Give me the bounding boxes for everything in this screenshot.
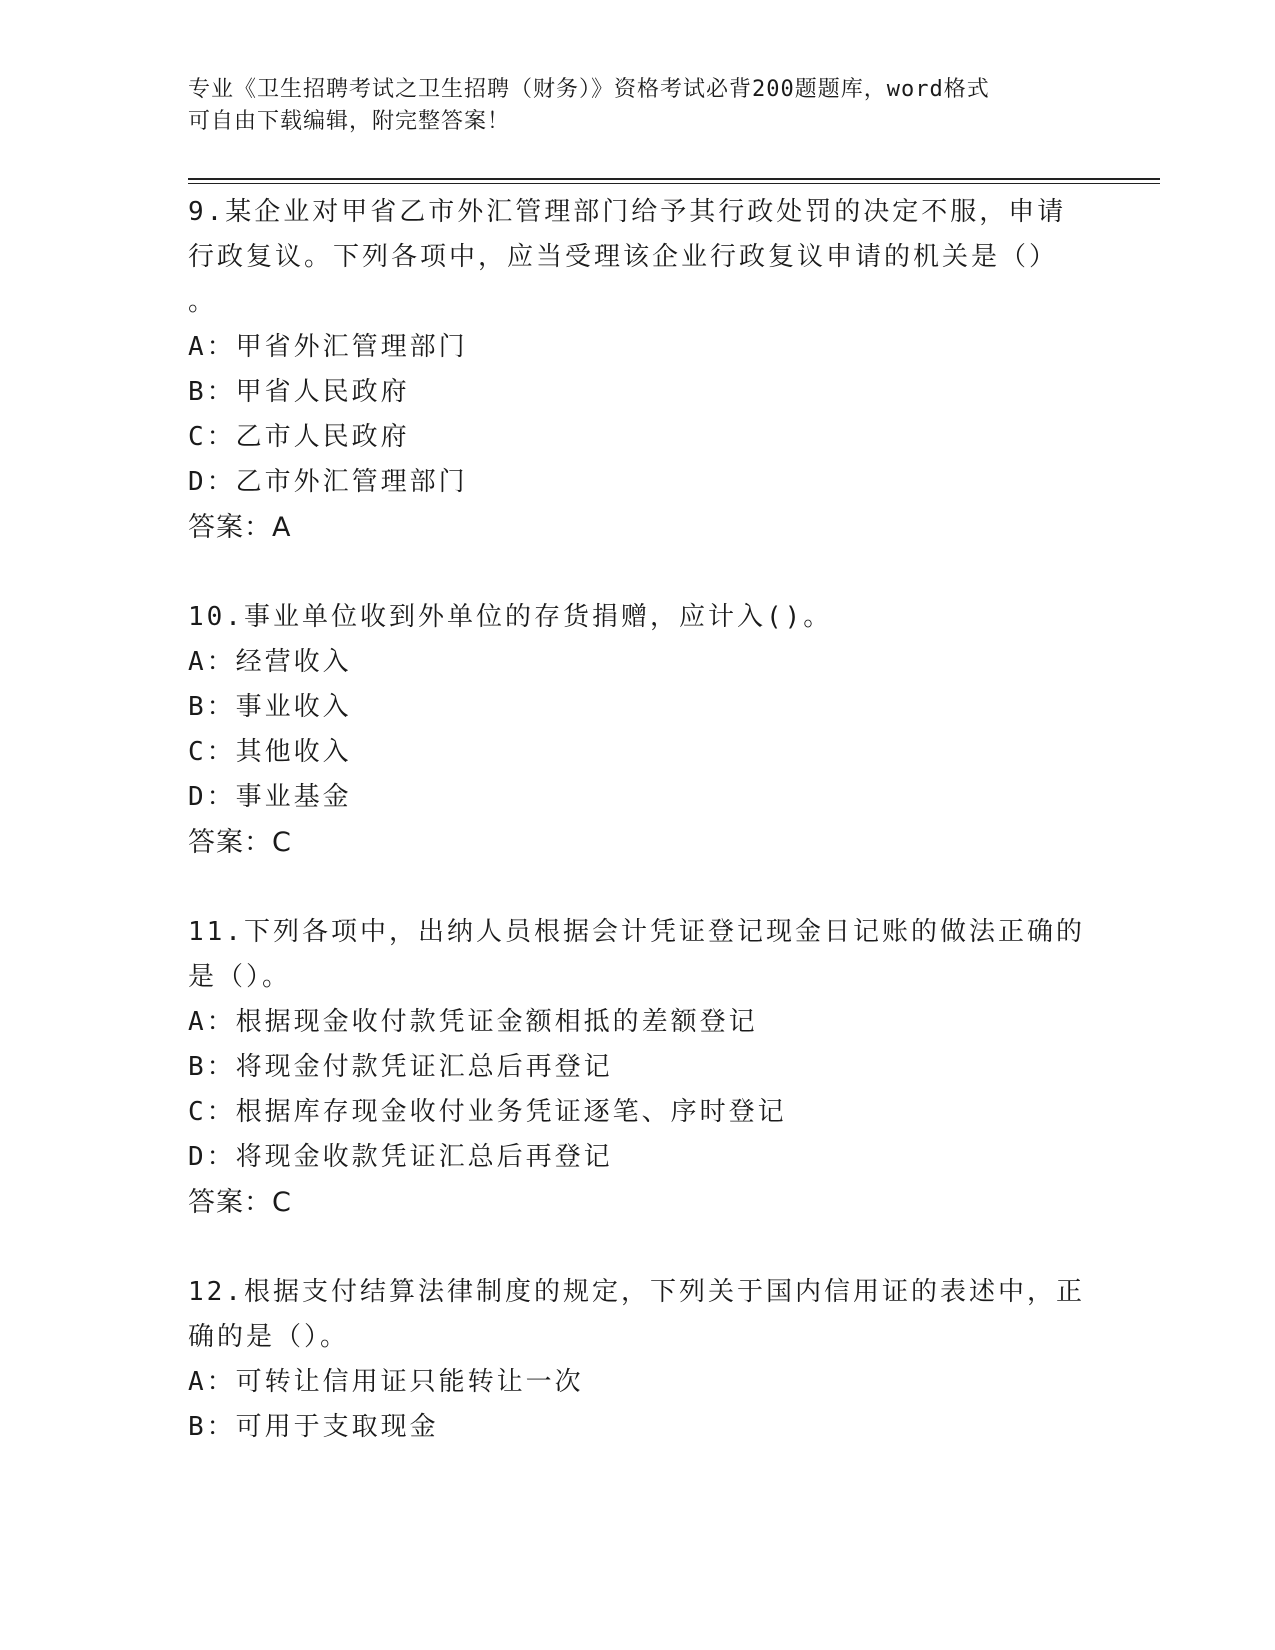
question-line: 确的是（）。 (188, 1322, 350, 1352)
option-a: A：甲省外汇管理部门 (188, 332, 468, 362)
option-b: B：事业收入 (188, 692, 352, 722)
question-line: 行政复议。下列各项中，应当受理该企业行政复议申请的机关是（） (188, 242, 1059, 272)
header-line-2: 可自由下载编辑，附完整答案！ (188, 109, 511, 134)
header-line-1: 专业《卫生招聘考试之卫生招聘（财务）》资格考试必背200题题库，word格式 (188, 77, 990, 102)
question-text (188, 190, 1148, 325)
question-text (188, 595, 1148, 640)
question-9 (188, 190, 1148, 551)
answer-label: 答案：A (188, 512, 292, 543)
question-line: 12.根据支付结算法律制度的规定，下列关于国内信用证的表述中，正 (188, 1277, 1085, 1307)
question-11 (188, 910, 1148, 1226)
question-12 (188, 1270, 1148, 1450)
option-a: A：可转让信用证只能转让一次 (188, 1367, 584, 1397)
question-line: 11.下列各项中，出纳人员根据会计凭证登记现金日记账的做法正确的 (188, 917, 1085, 947)
question-line: 。 (188, 287, 218, 317)
option-a: A：经营收入 (188, 647, 352, 677)
document-header (188, 74, 1088, 138)
option-c: C：其他收入 (188, 737, 352, 767)
question-text (188, 910, 1148, 1000)
question-list (188, 190, 1148, 1494)
option-b: B：甲省人民政府 (188, 377, 410, 407)
option-b: B：可用于支取现金 (188, 1412, 439, 1442)
question-line: 是（）。 (188, 962, 292, 992)
option-d: D：将现金收款凭证汇总后再登记 (188, 1142, 613, 1172)
header-divider (188, 178, 1160, 184)
option-c: C：根据库存现金收付业务凭证逐笔、序时登记 (188, 1097, 787, 1127)
answer-label: 答案：C (188, 1187, 292, 1218)
question-10 (188, 595, 1148, 866)
option-b: B：将现金付款凭证汇总后再登记 (188, 1052, 613, 1082)
option-c: C：乙市人民政府 (188, 422, 410, 452)
option-d: D：事业基金 (188, 782, 352, 812)
question-line: 10.事业单位收到外单位的存货捐赠，应计入()。 (188, 602, 833, 632)
option-d: D：乙市外汇管理部门 (188, 467, 468, 497)
question-text (188, 1270, 1148, 1360)
question-line: 9.某企业对甲省乙市外汇管理部门给予其行政处罚的决定不服，申请 (188, 197, 1067, 227)
option-a: A：根据现金收付款凭证金额相抵的差额登记 (188, 1007, 758, 1037)
answer-label: 答案：C (188, 827, 292, 858)
